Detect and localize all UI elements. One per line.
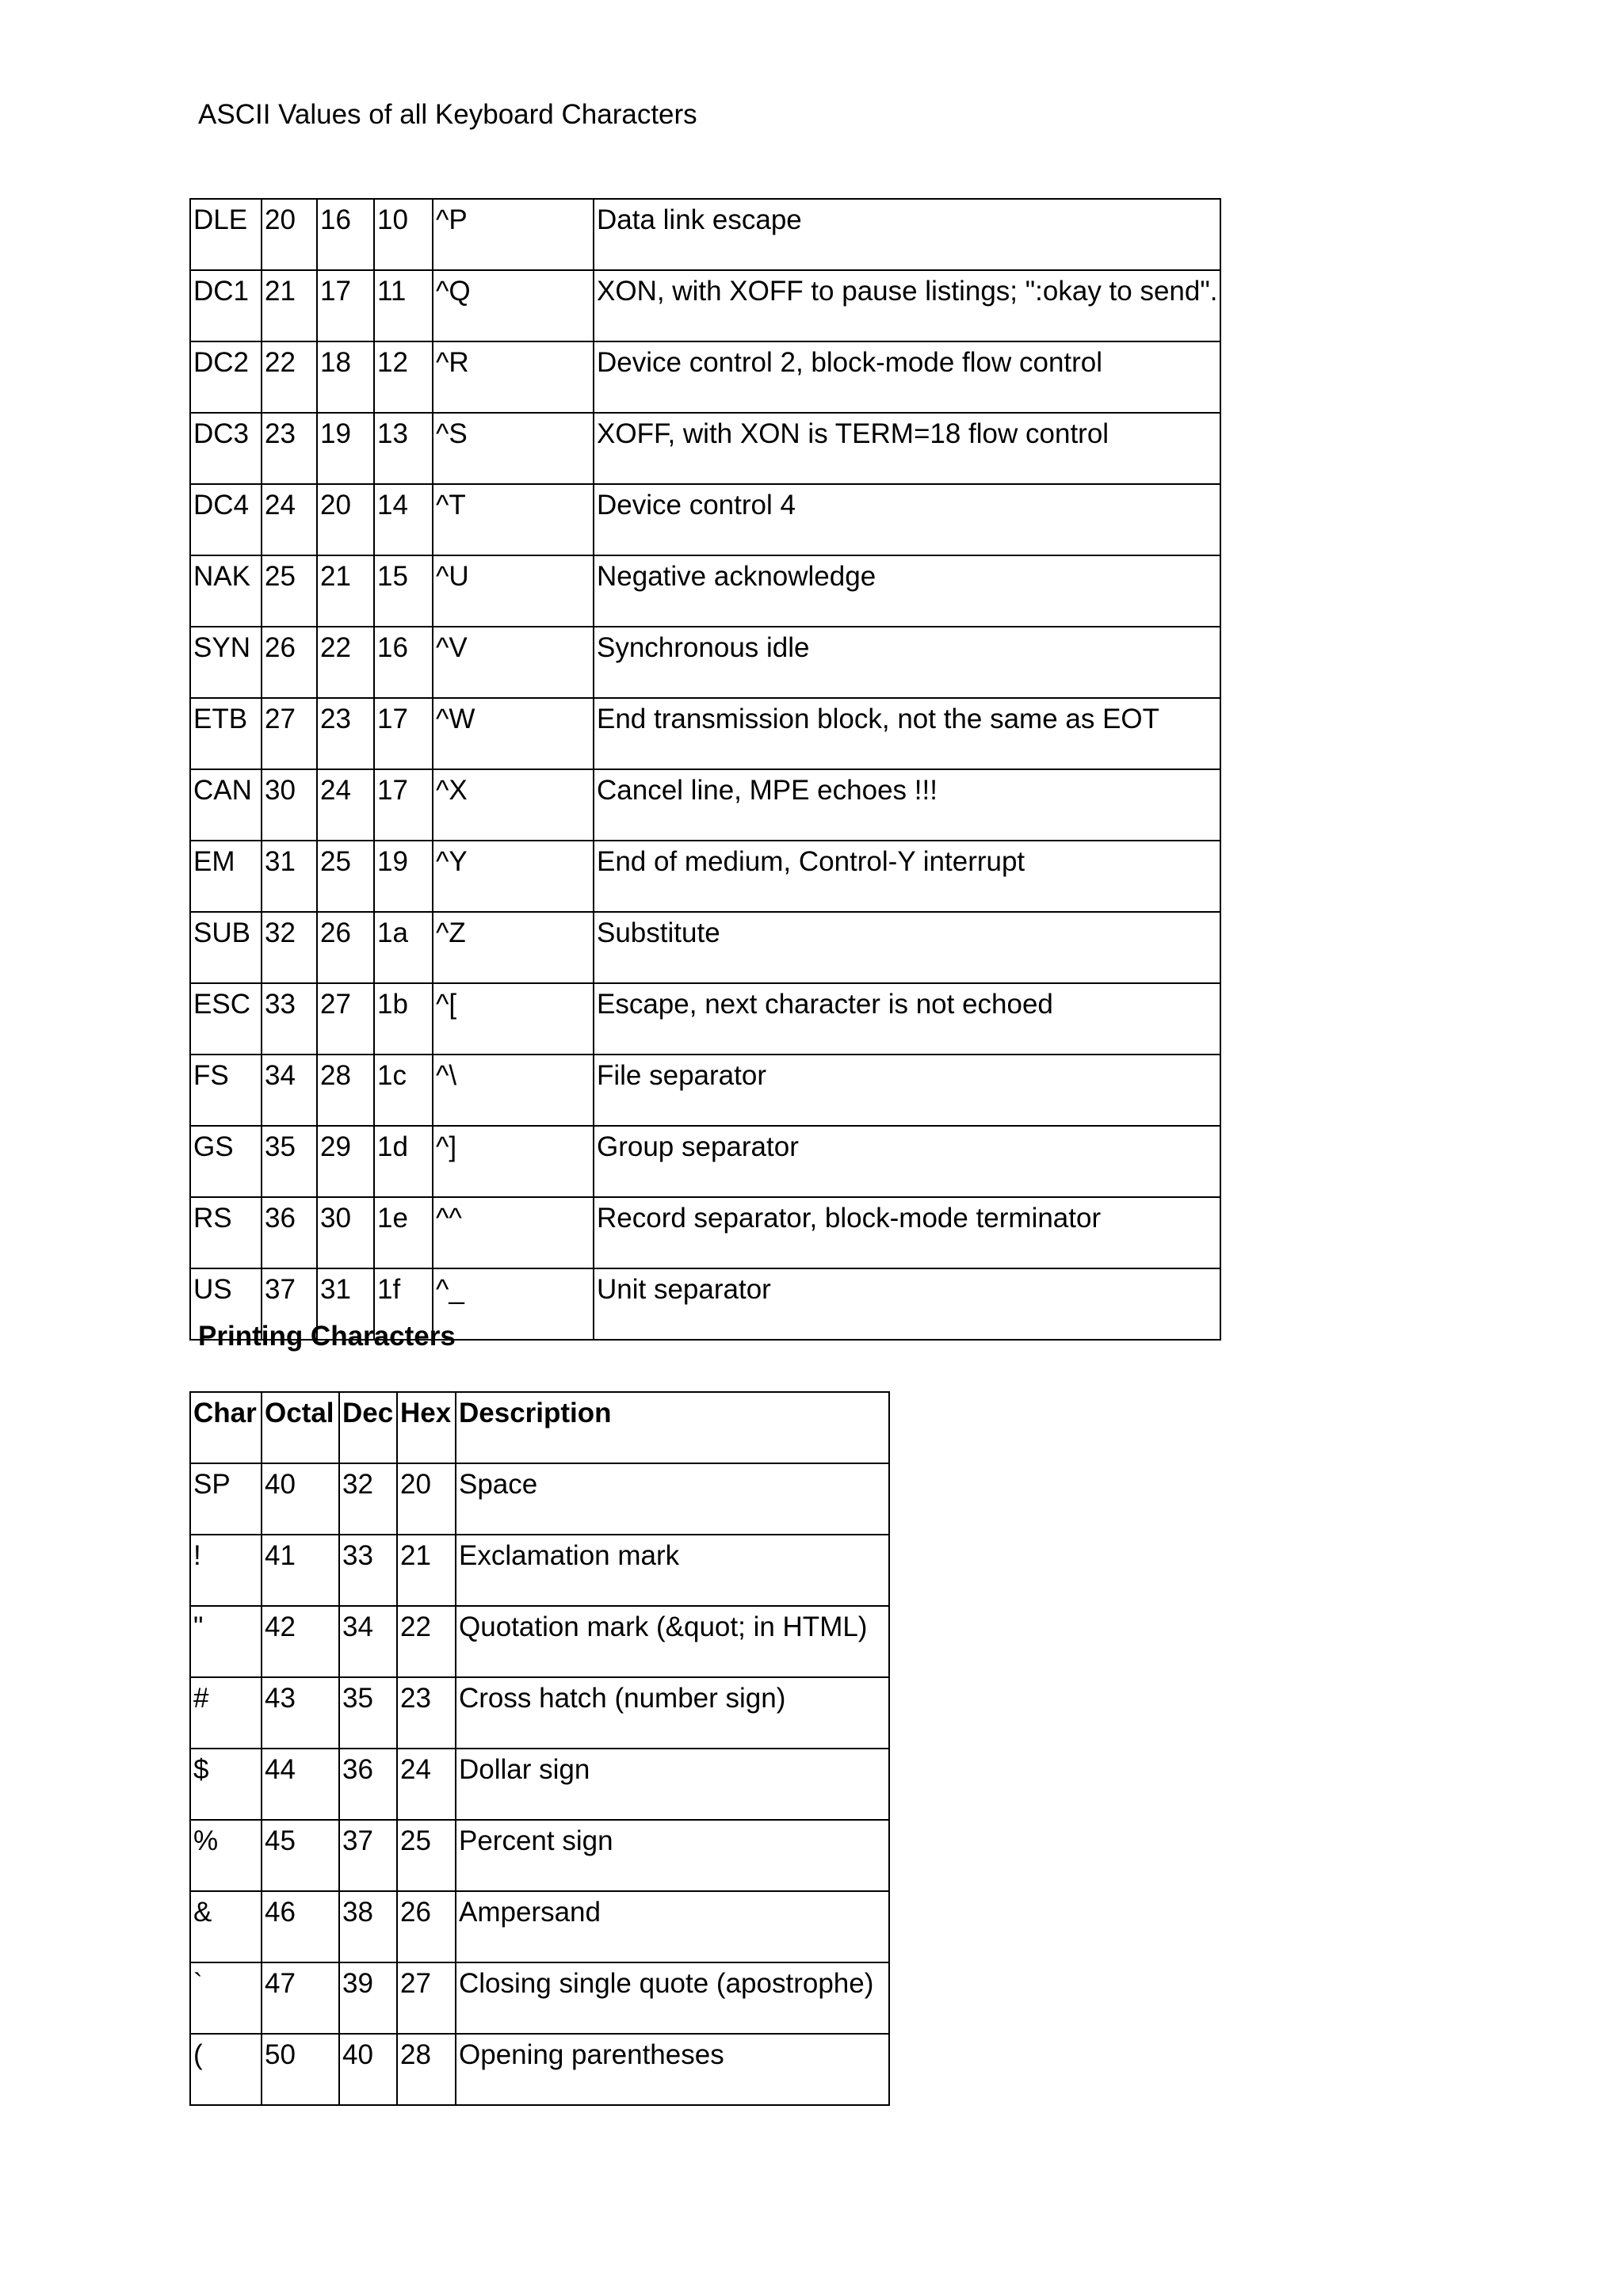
table-row: [190, 1535, 889, 1606]
table-row: [190, 1677, 889, 1749]
cell-dec: 40: [339, 2034, 397, 2105]
cell-hex: 17: [374, 698, 433, 769]
cell-char: &: [190, 1891, 262, 1962]
cell-octal: 30: [262, 769, 317, 841]
cell-hex: 13: [374, 413, 433, 484]
cell-key: ^W: [433, 698, 594, 769]
cell-key: ^R: [433, 341, 594, 413]
table-row: [190, 1820, 889, 1891]
cell-name: US: [190, 1268, 262, 1340]
cell-octal: 25: [262, 555, 317, 627]
cell-octal: 50: [262, 2034, 339, 2105]
cell-octal: 33: [262, 983, 317, 1055]
control-characters-table: [189, 198, 1221, 1341]
cell-hex: 1a: [374, 912, 433, 983]
cell-key: ^Y: [433, 841, 594, 912]
cell-description: Percent sign: [456, 1820, 889, 1891]
table-row: [190, 627, 1220, 698]
table-row: [190, 1749, 889, 1820]
cell-hex: 21: [397, 1535, 456, 1606]
table-row: [190, 1962, 889, 2034]
column-header-octal: Octal: [262, 1392, 339, 1463]
cell-hex: 22: [397, 1606, 456, 1677]
cell-dec: 16: [317, 199, 374, 270]
cell-name: ESC: [190, 983, 262, 1055]
cell-hex: 19: [374, 841, 433, 912]
cell-key: ^S: [433, 413, 594, 484]
cell-dec: 22: [317, 627, 374, 698]
table-row: [190, 1126, 1220, 1197]
cell-dec: 34: [339, 1606, 397, 1677]
table-row: [190, 270, 1220, 341]
cell-name: ETB: [190, 698, 262, 769]
cell-description: Space: [456, 1463, 889, 1535]
cell-octal: 41: [262, 1535, 339, 1606]
cell-hex: 27: [397, 1962, 456, 2034]
cell-octal: 21: [262, 270, 317, 341]
cell-dec: 21: [317, 555, 374, 627]
cell-octal: 44: [262, 1749, 339, 1820]
cell-dec: 38: [339, 1891, 397, 1962]
cell-dec: 24: [317, 769, 374, 841]
cell-name: DC2: [190, 341, 262, 413]
cell-name: CAN: [190, 769, 262, 841]
cell-description: Cross hatch (number sign): [456, 1677, 889, 1749]
cell-description: File separator: [594, 1055, 1220, 1126]
cell-name: DC1: [190, 270, 262, 341]
cell-hex: 1f: [374, 1268, 433, 1340]
cell-octal: 24: [262, 484, 317, 555]
cell-key: ^\: [433, 1055, 594, 1126]
cell-octal: 35: [262, 1126, 317, 1197]
cell-char: (: [190, 2034, 262, 2105]
cell-octal: 26: [262, 627, 317, 698]
cell-description: XOFF, with XON is TERM=18 flow control: [594, 413, 1220, 484]
cell-dec: 23: [317, 698, 374, 769]
table-row: [190, 199, 1220, 270]
cell-hex: 26: [397, 1891, 456, 1962]
cell-dec: 39: [339, 1962, 397, 2034]
cell-dec: 18: [317, 341, 374, 413]
printing-characters-table: [189, 1391, 890, 2106]
cell-octal: 27: [262, 698, 317, 769]
cell-char: #: [190, 1677, 262, 1749]
cell-dec: 20: [317, 484, 374, 555]
cell-octal: 23: [262, 413, 317, 484]
cell-description: End of medium, Control-Y interrupt: [594, 841, 1220, 912]
cell-description: Ampersand: [456, 1891, 889, 1962]
cell-key: ^T: [433, 484, 594, 555]
cell-description: Dollar sign: [456, 1749, 889, 1820]
cell-octal: 22: [262, 341, 317, 413]
cell-description: XON, with XOFF to pause listings; ":okay to send".: [594, 270, 1220, 341]
cell-description: Quotation mark (&quot; in HTML): [456, 1606, 889, 1677]
cell-octal: 43: [262, 1677, 339, 1749]
cell-octal: 42: [262, 1606, 339, 1677]
cell-dec: 32: [339, 1463, 397, 1535]
table-row: [190, 1891, 889, 1962]
cell-octal: 34: [262, 1055, 317, 1126]
cell-dec: 35: [339, 1677, 397, 1749]
cell-hex: 17: [374, 769, 433, 841]
table-row: [190, 413, 1220, 484]
cell-key: ^]: [433, 1126, 594, 1197]
cell-description: Closing single quote (apostrophe): [456, 1962, 889, 2034]
cell-name: DC4: [190, 484, 262, 555]
cell-hex: 20: [397, 1463, 456, 1535]
cell-name: FS: [190, 1055, 262, 1126]
table-row: [190, 698, 1220, 769]
control-characters-body: [190, 199, 1220, 1340]
cell-dec: 36: [339, 1749, 397, 1820]
cell-hex: 28: [397, 2034, 456, 2105]
cell-key: ^_: [433, 1268, 594, 1340]
cell-description: Escape, next character is not echoed: [594, 983, 1220, 1055]
cell-key: ^P: [433, 199, 594, 270]
cell-dec: 25: [317, 841, 374, 912]
table-row: [190, 484, 1220, 555]
cell-key: ^Q: [433, 270, 594, 341]
cell-name: RS: [190, 1197, 262, 1268]
cell-hex: 11: [374, 270, 433, 341]
table-row: [190, 912, 1220, 983]
cell-description: End transmission block, not the same as EOT: [594, 698, 1220, 769]
cell-name: DC3: [190, 413, 262, 484]
cell-key: ^V: [433, 627, 594, 698]
cell-name: DLE: [190, 199, 262, 270]
cell-description: Group separator: [594, 1126, 1220, 1197]
cell-octal: 31: [262, 841, 317, 912]
cell-octal: 45: [262, 1820, 339, 1891]
table-header-row: [190, 1392, 889, 1463]
cell-name: EM: [190, 841, 262, 912]
cell-char: `: [190, 1962, 262, 2034]
printing-characters-body: [190, 1392, 889, 2105]
cell-octal: 32: [262, 912, 317, 983]
cell-description: Cancel line, MPE echoes !!!: [594, 769, 1220, 841]
cell-hex: 12: [374, 341, 433, 413]
cell-hex: 16: [374, 627, 433, 698]
table-row: [190, 1055, 1220, 1126]
cell-dec: 28: [317, 1055, 374, 1126]
cell-description: Data link escape: [594, 199, 1220, 270]
cell-dec: 19: [317, 413, 374, 484]
cell-hex: 24: [397, 1749, 456, 1820]
cell-key: ^^: [433, 1197, 594, 1268]
cell-dec: 27: [317, 983, 374, 1055]
cell-octal: 46: [262, 1891, 339, 1962]
cell-dec: 33: [339, 1535, 397, 1606]
table-row: [190, 555, 1220, 627]
cell-description: Synchronous idle: [594, 627, 1220, 698]
cell-description: Device control 2, block-mode flow control: [594, 341, 1220, 413]
table-row: [190, 1463, 889, 1535]
cell-description: Opening parentheses: [456, 2034, 889, 2105]
cell-octal: 37: [262, 1268, 317, 1340]
cell-octal: 36: [262, 1197, 317, 1268]
cell-key: ^U: [433, 555, 594, 627]
table-row: [190, 2034, 889, 2105]
cell-name: SYN: [190, 627, 262, 698]
cell-description: Negative acknowledge: [594, 555, 1220, 627]
page-title: ASCII Values of all Keyboard Characters: [198, 99, 697, 130]
table-row: [190, 341, 1220, 413]
cell-hex: 15: [374, 555, 433, 627]
cell-hex: 1d: [374, 1126, 433, 1197]
cell-hex: 1e: [374, 1197, 433, 1268]
cell-hex: 1c: [374, 1055, 433, 1126]
cell-char: %: [190, 1820, 262, 1891]
cell-name: GS: [190, 1126, 262, 1197]
cell-octal: 20: [262, 199, 317, 270]
table-row: [190, 1606, 889, 1677]
cell-char: !: [190, 1535, 262, 1606]
cell-char: SP: [190, 1463, 262, 1535]
column-header-char: Char: [190, 1392, 262, 1463]
cell-key: ^[: [433, 983, 594, 1055]
cell-hex: 23: [397, 1677, 456, 1749]
cell-hex: 10: [374, 199, 433, 270]
cell-octal: 47: [262, 1962, 339, 2034]
cell-octal: 40: [262, 1463, 339, 1535]
cell-dec: 29: [317, 1126, 374, 1197]
cell-char: $: [190, 1749, 262, 1820]
cell-dec: 30: [317, 1197, 374, 1268]
cell-description: Device control 4: [594, 484, 1220, 555]
cell-dec: 17: [317, 270, 374, 341]
column-header-description: Description: [456, 1392, 889, 1463]
table-row: [190, 841, 1220, 912]
cell-dec: 26: [317, 912, 374, 983]
cell-dec: 31: [317, 1268, 374, 1340]
table-row: [190, 983, 1220, 1055]
cell-key: ^X: [433, 769, 594, 841]
printing-characters-heading: Printing Characters: [198, 1321, 456, 1352]
cell-description: Unit separator: [594, 1268, 1220, 1340]
cell-char: ": [190, 1606, 262, 1677]
cell-name: SUB: [190, 912, 262, 983]
column-header-hex: Hex: [397, 1392, 456, 1463]
cell-description: Exclamation mark: [456, 1535, 889, 1606]
table-row: [190, 1197, 1220, 1268]
cell-description: Substitute: [594, 912, 1220, 983]
cell-dec: 37: [339, 1820, 397, 1891]
cell-name: NAK: [190, 555, 262, 627]
cell-key: ^Z: [433, 912, 594, 983]
cell-description: Record separator, block-mode terminator: [594, 1197, 1220, 1268]
table-row: [190, 769, 1220, 841]
cell-hex: 1b: [374, 983, 433, 1055]
cell-hex: 25: [397, 1820, 456, 1891]
column-header-dec: Dec: [339, 1392, 397, 1463]
cell-hex: 14: [374, 484, 433, 555]
